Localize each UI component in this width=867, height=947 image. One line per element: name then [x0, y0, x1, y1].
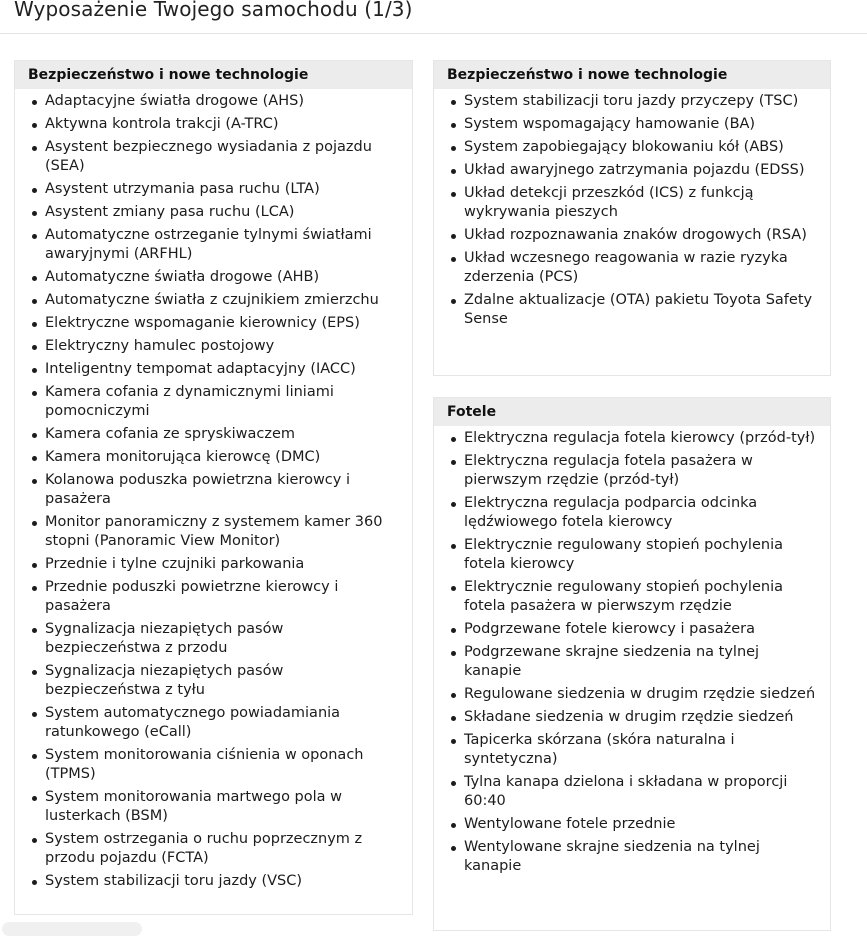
- bullet-icon: [451, 123, 456, 128]
- bullet-icon: [32, 838, 37, 843]
- section-safety-technology-left: [14, 60, 413, 915]
- list-item: [434, 249, 830, 287]
- bullet-icon: [32, 456, 37, 461]
- page-title: Wyposażenie Twojego samochodu (1/3): [14, 0, 413, 21]
- list-item: [434, 138, 830, 157]
- list-item-text: Układ awaryjnego zatrzymania pojazdu (EDSS): [464, 162, 805, 178]
- section-seats: [433, 397, 831, 931]
- list-item: [15, 662, 412, 700]
- list-item: [15, 383, 412, 421]
- list-item-text: Elektryczna regulacja fotela kierowcy (przód-tył): [464, 430, 816, 446]
- list-item-text: Regulowane siedzenia w drugim rzędzie siedzeń: [464, 686, 816, 702]
- list-item-text: Składane siedzenia w drugim rzędzie siedzeń: [464, 709, 794, 725]
- bullet-icon: [451, 628, 456, 633]
- bullet-icon: [32, 188, 37, 193]
- list-item: [15, 203, 412, 222]
- list-item-text: Automatyczne światła z czujnikiem zmierzchu: [45, 292, 379, 308]
- list-item-text: System monitorowania ciśnienia w oponach (TPMS): [45, 747, 364, 782]
- list-item-text: Elektryczne wspomaganie kierownicy (EPS): [45, 315, 360, 331]
- section-header: Fotele: [434, 398, 830, 426]
- bullet-icon: [451, 781, 456, 786]
- list-item-text: Wentylowane fotele przednie: [464, 816, 676, 832]
- list-item-text: System automatycznego powiadamiania ratunkowego (eCall): [45, 705, 341, 740]
- list-item: [434, 452, 830, 490]
- list-item: [15, 138, 412, 176]
- list-item-text: System stabilizacji toru jazdy przyczepy (TSC): [464, 93, 799, 109]
- bullet-icon: [32, 276, 37, 281]
- list-item: [15, 788, 412, 826]
- bullet-icon: [451, 192, 456, 197]
- bullet-icon: [32, 796, 37, 801]
- bullet-icon: [32, 670, 37, 675]
- list-item: [434, 429, 830, 448]
- bullet-icon: [32, 628, 37, 633]
- bullet-icon: [32, 211, 37, 216]
- list-item: [434, 115, 830, 134]
- bullet-icon: [451, 460, 456, 465]
- list-item: [434, 536, 830, 574]
- list-item-text: Monitor panoramiczny z systemem kamer 360 stopni (Panoramic View Monitor): [45, 514, 383, 549]
- list-item-text: Podgrzewane skrajne siedzenia na tylnej kanapie: [464, 644, 760, 679]
- bullet-icon: [32, 433, 37, 438]
- bullet-icon: [32, 322, 37, 327]
- list-item-text: System stabilizacji toru jazdy (VSC): [45, 873, 303, 889]
- list-item: [15, 620, 412, 658]
- bullet-icon: [451, 544, 456, 549]
- list-item-text: Kamera cofania z dynamicznymi liniami pomocniczymi: [45, 384, 334, 419]
- list-item: [434, 643, 830, 681]
- list-item-text: Sygnalizacja niezapiętych pasów bezpieczeństwa z tyłu: [45, 663, 284, 698]
- list-item-text: System wspomagający hamowanie (BA): [464, 116, 756, 132]
- list-item-text: Kolanowa poduszka powietrzna kierowcy i pasażera: [45, 472, 350, 507]
- list-item: [15, 872, 412, 891]
- list-item-text: Elektrycznie regulowany stopień pochylenia fotela pasażera w pierwszym rzędzie: [464, 579, 783, 614]
- list-item-text: Automatyczne ostrzeganie tylnymi światłami awaryjnymi (ARFHL): [45, 227, 372, 262]
- bullet-icon: [451, 651, 456, 656]
- list-item: [434, 226, 830, 245]
- feature-list: [434, 426, 830, 876]
- list-item-text: Zdalne aktualizacje (OTA) pakietu Toyota Safety Sense: [464, 292, 813, 327]
- bullet-icon: [32, 479, 37, 484]
- list-item: [15, 746, 412, 784]
- bullet-icon: [32, 299, 37, 304]
- bullet-icon: [451, 716, 456, 721]
- list-item-text: Inteligentny tempomat adaptacyjny (IACC): [45, 361, 356, 377]
- list-item: [15, 448, 412, 467]
- list-item: [434, 92, 830, 111]
- list-item: [15, 578, 412, 616]
- list-item-text: Elektryczna regulacja podparcia odcinka lędźwiowego fotela kierowcy: [464, 495, 758, 530]
- bullet-icon: [451, 299, 456, 304]
- feature-list: [434, 89, 830, 329]
- list-item-text: Asystent zmiany pasa ruchu (LCA): [45, 204, 295, 220]
- list-item-text: Adaptacyjne światła drogowe (AHS): [45, 93, 304, 109]
- list-item: [434, 838, 830, 876]
- list-item-text: Elektrycznie regulowany stopień pochylenia fotela kierowcy: [464, 537, 783, 572]
- bullet-icon: [451, 146, 456, 151]
- list-item: [434, 620, 830, 639]
- watermark-logo: [0, 918, 150, 940]
- bullet-icon: [32, 100, 37, 105]
- feature-list: [15, 89, 412, 891]
- bullet-icon: [451, 586, 456, 591]
- list-item-text: Przednie i tylne czujniki parkowania: [45, 556, 305, 572]
- list-item-text: System monitorowania martwego pola w lusterkach (BSM): [45, 789, 343, 824]
- list-item: [434, 578, 830, 616]
- bullet-icon: [451, 846, 456, 851]
- bullet-icon: [451, 502, 456, 507]
- bullet-icon: [32, 345, 37, 350]
- list-item-text: Asystent bezpiecznego wysiadania z pojazdu (SEA): [45, 139, 372, 174]
- bullet-icon: [32, 234, 37, 239]
- bullet-icon: [451, 437, 456, 442]
- list-item: [15, 226, 412, 264]
- list-item: [15, 268, 412, 287]
- list-item: [434, 773, 830, 811]
- bullet-icon: [32, 880, 37, 885]
- bullet-icon: [32, 586, 37, 591]
- list-item-text: Układ rozpoznawania znaków drogowych (RSA): [464, 227, 807, 243]
- list-item: [15, 471, 412, 509]
- list-item: [15, 555, 412, 574]
- section-safety-technology-right: [433, 60, 831, 376]
- title-divider: [0, 33, 867, 34]
- list-item: [434, 708, 830, 727]
- list-item-text: System ostrzegania o ruchu poprzecznym z przodu pojazdu (FCTA): [45, 831, 363, 866]
- list-item: [434, 184, 830, 222]
- list-item: [15, 704, 412, 742]
- list-item: [15, 291, 412, 310]
- list-item: [15, 92, 412, 111]
- bullet-icon: [451, 100, 456, 105]
- bullet-icon: [32, 521, 37, 526]
- list-item-text: Tapicerka skórzana (skóra naturalna i syntetyczna): [464, 732, 735, 767]
- list-item: [15, 337, 412, 356]
- bullet-icon: [32, 391, 37, 396]
- list-item: [15, 180, 412, 199]
- list-item: [15, 513, 412, 551]
- list-item-text: Automatyczne światła drogowe (AHB): [45, 269, 320, 285]
- list-item-text: Układ wczesnego reagowania w razie ryzyka zderzenia (PCS): [464, 250, 788, 285]
- list-item: [15, 360, 412, 379]
- list-item-text: Tylna kanapa dzielona i składana w proporcji 60:40: [464, 774, 788, 809]
- bullet-icon: [32, 123, 37, 128]
- list-item-text: System zapobiegający blokowaniu kół (ABS): [464, 139, 784, 155]
- list-item: [434, 685, 830, 704]
- list-item: [15, 830, 412, 868]
- bullet-icon: [451, 169, 456, 174]
- bullet-icon: [32, 146, 37, 151]
- bullet-icon: [451, 739, 456, 744]
- list-item: [15, 115, 412, 134]
- bullet-icon: [451, 257, 456, 262]
- bullet-icon: [32, 754, 37, 759]
- list-item-text: Układ detekcji przeszkód (ICS) z funkcją wykrywania pieszych: [464, 185, 754, 220]
- list-item-text: Aktywna kontrola trakcji (A-TRC): [45, 116, 279, 132]
- list-item: [434, 731, 830, 769]
- bullet-icon: [451, 234, 456, 239]
- bullet-icon: [451, 693, 456, 698]
- list-item-text: Wentylowane skrajne siedzenia na tylnej kanapie: [464, 839, 760, 874]
- bullet-icon: [32, 368, 37, 373]
- list-item: [434, 815, 830, 834]
- bullet-icon: [32, 712, 37, 717]
- list-item-text: Kamera cofania ze spryskiwaczem: [45, 426, 295, 442]
- list-item-text: Podgrzewane fotele kierowcy i pasażera: [464, 621, 756, 637]
- section-header: Bezpieczeństwo i nowe technologie: [15, 61, 412, 89]
- list-item-text: Elektryczny hamulec postojowy: [45, 338, 275, 354]
- list-item-text: Sygnalizacja niezapiętych pasów bezpieczeństwa z przodu: [45, 621, 284, 656]
- list-item-text: Elektryczna regulacja fotela pasażera w pierwszym rzędzie (przód-tył): [464, 453, 753, 488]
- list-item: [15, 425, 412, 444]
- list-item-text: Przednie poduszki powietrzne kierowcy i pasażera: [45, 579, 339, 614]
- bullet-icon: [32, 563, 37, 568]
- bullet-icon: [451, 823, 456, 828]
- section-header: Bezpieczeństwo i nowe technologie: [434, 61, 830, 89]
- list-item: [434, 161, 830, 180]
- list-item: [15, 314, 412, 333]
- list-item: [434, 291, 830, 329]
- list-item-text: Asystent utrzymania pasa ruchu (LTA): [45, 181, 320, 197]
- list-item: [434, 494, 830, 532]
- list-item-text: Kamera monitorująca kierowcę (DMC): [45, 449, 321, 465]
